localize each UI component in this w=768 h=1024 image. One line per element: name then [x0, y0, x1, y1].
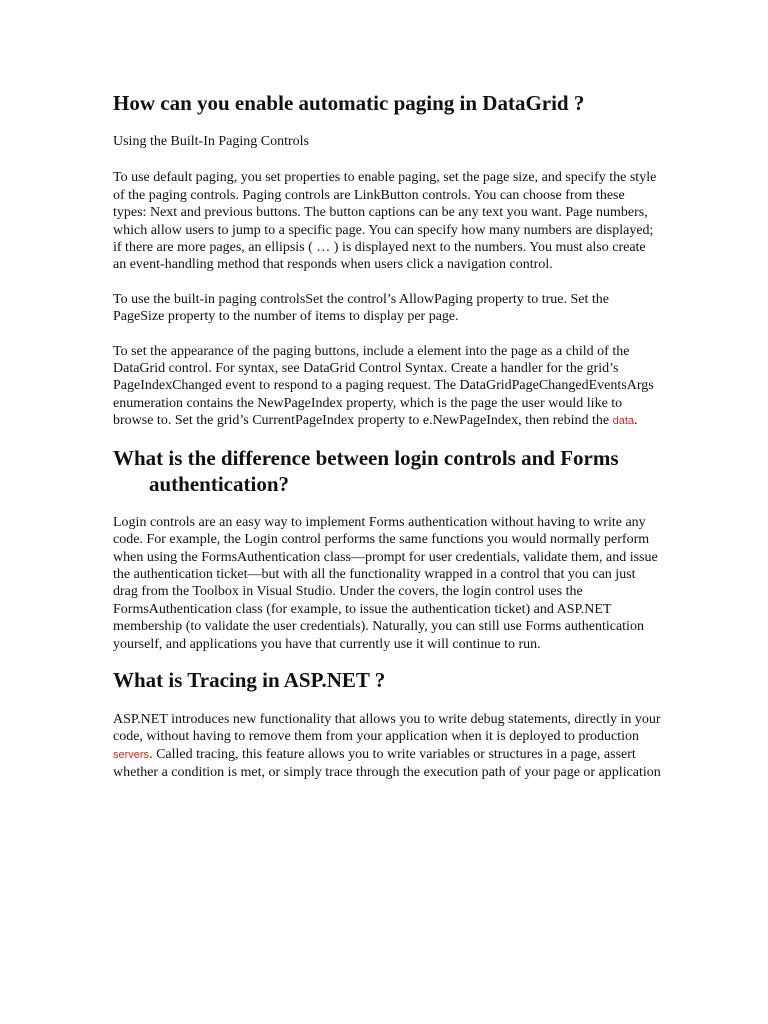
paragraph-built-in-paging-controls: To use the built-in paging controlsSet the control’s AllowPaging property to true. Set the PageSize property to the number of items to display per page. [113, 291, 609, 325]
document-page [113, 90, 661, 782]
paragraph-login-controls: Login controls are an easy way to implement Forms authentication without having to write any code. For example, the Login control performs the same functions you would normally perform when using the FormsAuthentication class—prompt for user credentials, validate them, and issue the authentication ticket—but with all the functionality wrapped in a control that you can just drag from the Toolbox in Visual Studio. Under the covers, the login control uses the FormsAuthentication class (for example, to issue the authentication ticket) and ASP.NET membership (to validate the user credentials). Naturally, you can still use Forms authentication yourself, and applications you have that currently use it will continue to run. [113, 514, 658, 652]
heading-login-controls: What is the difference between login controls and Forms authentication? [113, 445, 619, 496]
heading-automatic-paging: How can you enable automatic paging in DataGrid ? [113, 91, 585, 115]
paragraph-paging-appearance-text: To set the appearance of the paging buttons, include a element into the page as a child of the DataGrid control. For syntax, see DataGrid Control Syntax. Create a handler for the grid’s PageIndexChanged event to respond to a paging request. The DataGridPageChangedEventsArgs enumeration contains the NewPageIndex property, which is the page the user would like to browse to. Set the grid’s CurrentPageIndex property to e.NewPageIndex, then rebind the [113, 343, 654, 429]
paragraph-tracing-text: ASP.NET introduces new functionality that allows you to write debug statements, directly in your code, without having to remove them from your application when it is deployed to production [113, 711, 661, 745]
paragraph-paging-appearance-end: . [634, 413, 638, 429]
paragraph-tracing-end: . Called tracing, this feature allows you to write variables or structures in a page, assert whether a condition is met, or simply trace through the execution path of your page or application [113, 746, 661, 781]
data-link[interactable]: data [612, 415, 635, 428]
paragraph-paging-appearance [113, 343, 661, 431]
paragraph-tracing [113, 711, 661, 782]
paragraph-default-paging: To use default paging, you set properties to enable paging, set the page size, and specify the style of the paging controls. Paging controls are LinkButton controls. You can choose from these types: Next and previous buttons. The button captions can be any text you want. Page numbers, which allow users to jump to a specific page. You can specify how many numbers are displayed; if there are more pages, an ellipsis ( … ) is displayed next to the numbers. You must also create an event-handling method that responds when users click a navigation control. [113, 170, 657, 273]
servers-link[interactable]: servers [113, 748, 150, 761]
subheading-built-in-paging: Using the Built-In Paging Controls [113, 134, 309, 149]
heading-tracing: What is Tracing in ASP.NET ? [113, 667, 386, 692]
